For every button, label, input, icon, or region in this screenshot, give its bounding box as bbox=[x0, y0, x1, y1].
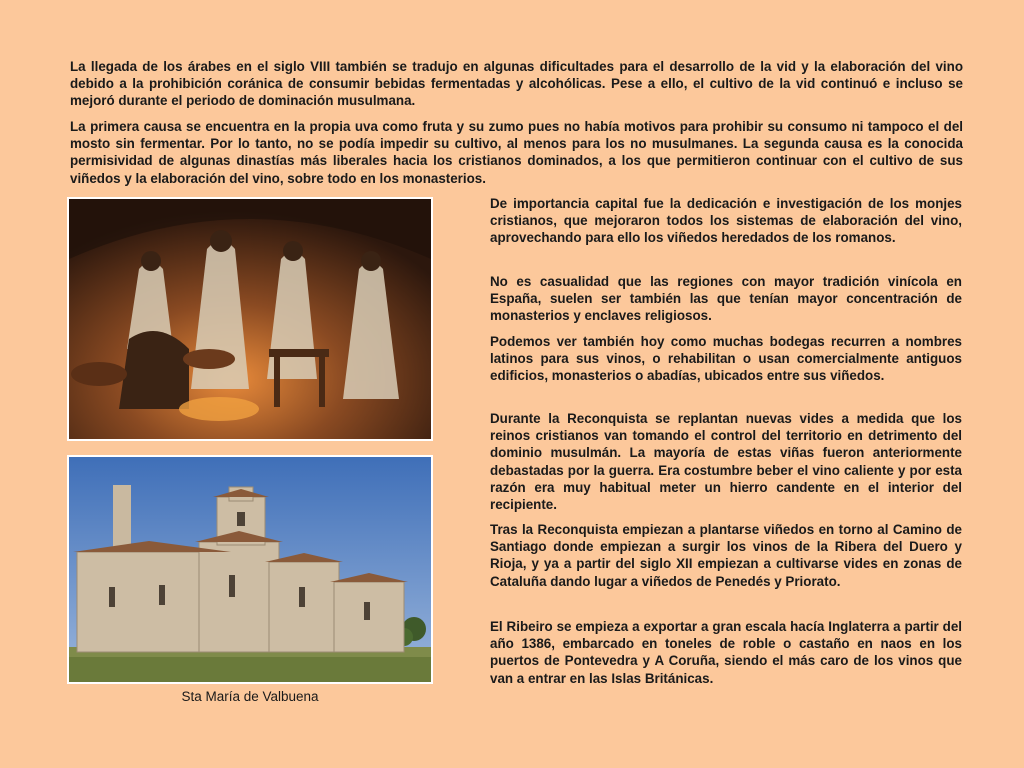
paragraph-after-reconquista: Tras la Reconquista empiezan a plantarse viñedos en torno al Camino de Santiago donde empiezan a surgir los vinos de la Ribera del Duero y Rioja, y ya a partir del siglo XII empiezan a cultivarse vides en zonas de Cataluña dando lugar a viñedos de Penedés y Priorato. bbox=[490, 522, 962, 589]
paragraph-regions-tradition: No es casualidad que las regiones con mayor tradición vinícola en España, suelen ser también las que tenían mayor concentración de monasterios y enclaves religiosos. bbox=[490, 274, 962, 324]
paragraph-monks-importance: De importancia capital fue la dedicación e investigación de los monjes cristianos, que mejoraron todos los sistemas de elaboración del vino, aprovechando para ello los viñedos heredados de los romanos. bbox=[490, 196, 962, 246]
paragraph-arab-arrival: La llegada de los árabes en el siglo VIII también se tradujo en algunas dificultades para el desarrollo de la vid y la elaboración del vino debido a la prohibición coránica de consumir bebidas fermentadas y alcohólicas. Pese a ello, el cultivo de la vid continuó e incluso se mejoró durante el periodo de dominación musulmana. bbox=[70, 59, 963, 109]
paragraph-ribeiro-export: El Ribeiro se empieza a exportar a gran escala hacía Inglaterra a partir del año 1386, embarcado en toneles de roble o castaño en naos en los puertos de Pontevedra y A Coruña, siendo el más caro de los vinos que van a entrar en las Islas Británicas. bbox=[490, 619, 962, 686]
monks-painting-image bbox=[67, 197, 433, 441]
paragraph-first-cause: La primera causa se encuentra en la propia uva como fruta y su zumo pues no había motivos para prohibir su consumo ni tampoco el del mosto sin fermentar. Por lo tanto, no se podía impedir su cultivo, al menos para los no musulmanes. La segunda causa es la conocida permisividad de algunas dinastías más liberales hacia los cristianos dominados, a los que permitieron continuar con el cultivo de sus viñedos y la elaboración del vino, sobre todo en los monasterios. bbox=[70, 119, 963, 186]
image-caption: Sta María de Valbuena bbox=[181, 689, 319, 704]
church-photo-image bbox=[67, 455, 433, 684]
paragraph-latin-names: Podemos ver también hoy como muchas bodegas recurren a nombres latinos para sus vinos, o rehabilitan o usan comercialmente antiguos edificios, monasterios o abadías, ubicados entre sus viñedos. bbox=[490, 334, 962, 384]
paragraph-reconquista: Durante la Reconquista se replantan nuevas vides a medida que los reinos cristianos van tomando el control del territorio en detrimento del dominio musulmán. La mayoría de estas viñas fueron anteriormente debastadas por la guerra. Era costumbre beber el vino caliente y por esta razón era muy habitual meter un hierro candente en el interior del recipiente. bbox=[490, 411, 962, 513]
